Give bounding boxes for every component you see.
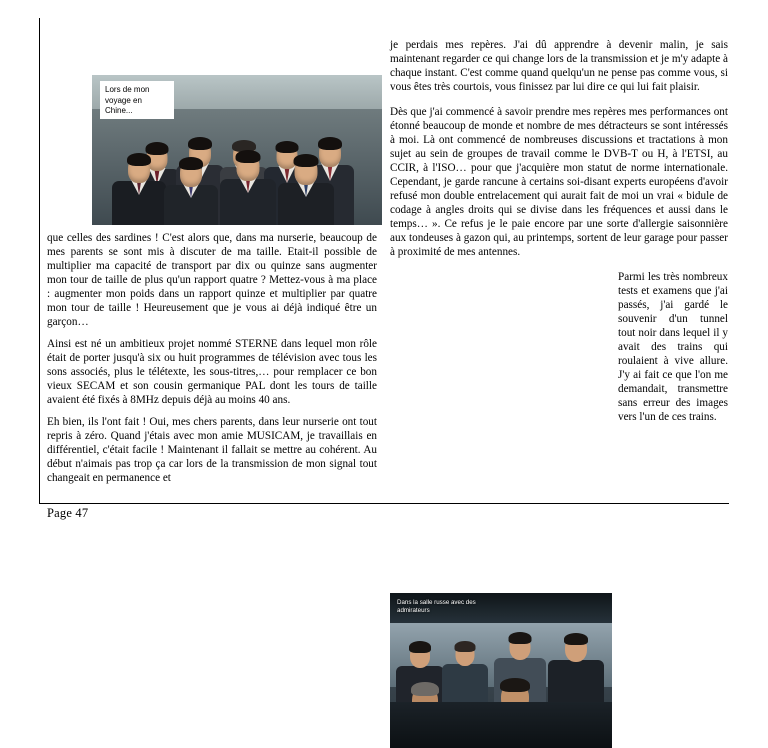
photo-caption-conference: Dans la salle russe avec des admirateurs [397,599,476,614]
wrapped-text-block [390,270,728,614]
paragraph-r2: Dès que j'ai commencé à savoir prendre mes repères mes performances ont étonné beaucoup de monde et nombre de mes détracteurs se sont intéressés à moi. Là ont commencé de nombreuses discussions et tractations à mon sujet au sein de groupes de travail comme le DVB-T ou H, à l'ETSI, au CCIR, à l'ISO… pour que j'acquière mon statut de norme internationale. Cependant, je garde rancune à certains soi-disant experts européens d'avoir refusé mon double entrelacement qui aurait fait de moi un vrai « bidule de codage à angles droits qui se divise dans les fréquences et aussi dans le temps… ». Ce refus je le paie encore par une sorte d'allergie saisonnière aux tondeuses à gazon qui, au printemps, sortent de leur garage pour passer à proximité de mes antennes. [390,106,728,258]
left-column [47,25,377,495]
person-front-4 [278,161,334,225]
paragraph-r1: je perdais mes repères. J'ai dû apprendre à devenir malin, je sais maintenant regarder ce qui change lors de la transmission et je m'y adapte à chaque instant. C'est comme quand quelqu'un ne pense pas comme vous, si vous êtes très courtois, vous finissez par lui dire ce qui lui fait plaisir. [390,39,728,93]
paragraph-l1: que celles des sardines ! C'est alors que, dans ma nurserie, beaucoup de mes parents se sont mis à discuter de ma taille. Etait-il possible de multiplier ma capacité de transport par dix ou quinze sans augmenter mon tour de taille de plus qu'un rapport quatre ? Mettez-vous à ma place : augmenter mon poids dans un rapport quinze et multiplier par quatre mon tour de taille ! Heureusement que je vous ai déjà indiqué être un garçon… [47,232,377,328]
person-front-2 [164,163,218,225]
page-number: Page 47 [47,506,89,520]
paragraph-l3: Eh bien, ils l'ont fait ! Oui, mes chers parents, dans leur nurserie ont tout repris à zéro. Quand j'étais avec mon amie MUSICAM, je travaillais en différentiel, c'était facile ! Maintenant il fallait se mettre au cohérent. Au début n'aimais pas trop ça car lors de la transmission de mon signal tout changeait en permanence et [47,416,377,484]
left-margin-rule [39,18,40,504]
conf-person-4 [548,636,604,708]
person-front-3 [220,155,276,225]
photo-voyage-chine [92,75,382,225]
photo-salle-reunion [390,593,612,748]
photo-wrap-spacer [390,270,618,428]
conf-table [390,702,612,748]
right-column [390,38,728,614]
photo-caption-china: Lors de mon voyage en Chine... [100,81,174,119]
paragraph-r3: Parmi les très nombreux tests et examens que j'ai passés, j'ai gardé le souvenir d'un tunnel tout noir dans lequel il y avait des trains qui roulaient à vive allure. J'y ai fait ce que l'on me demandait, transmettre sans erreur des images vers l'un de ces trains. [618,271,728,423]
person-front-1 [112,157,166,225]
paragraph-l2: Ainsi est né un ambitieux projet nommé STERNE dans lequel mon rôle était de porter jusqu'à six ou huit programmes de télévision avec tous les sons associés, plus le télétexte, les sous-titres,… pour remplacer ce bon vieux SECAM et son cousin germanique PAL dont les tours de taille avaient été fixés à 8MHz depuis déjà au moins 40 ans. [47,338,377,406]
footer-rule [39,503,729,504]
